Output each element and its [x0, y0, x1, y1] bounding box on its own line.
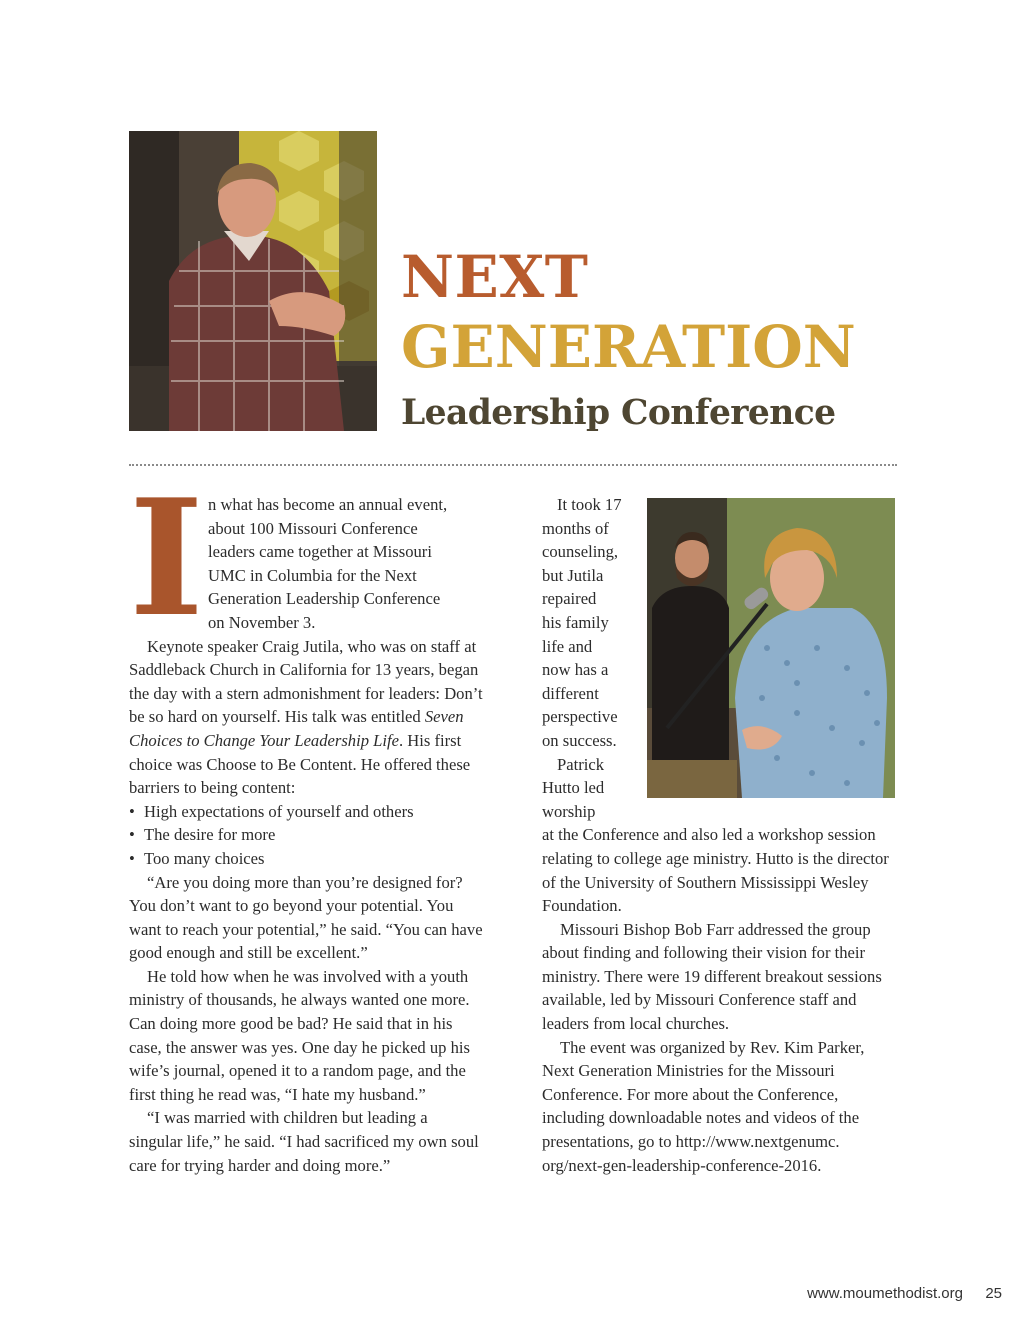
text-line: It took 17 [557, 495, 622, 514]
text-line: perspective [542, 707, 618, 727]
text-line: counseling, [542, 542, 619, 562]
text-line: months of [542, 518, 609, 538]
list-item: • The desire for more [129, 823, 485, 847]
right-column [542, 493, 898, 1177]
farr-paragraph: Missouri Bishop Bob Farr addressed the group about finding and following their vision for their ministry. There were 19 different breakout sessions available, led by Missouri Conference staff and leaders from local churches. [542, 919, 882, 1034]
text-line: repaired [542, 589, 597, 609]
intro-line: n what has become an annual event, [208, 495, 448, 514]
keynote-paragraph [129, 635, 485, 800]
wrap-paragraph [542, 493, 632, 823]
left-column [129, 464, 485, 1177]
text-line: but Jutila [542, 565, 604, 585]
intro-line: about 100 Missouri Conference [208, 518, 418, 538]
text-line: life and [542, 636, 593, 656]
text-line: now has a [542, 660, 609, 680]
barrier-list [129, 800, 485, 871]
footer-website-link[interactable]: www.moumethodist.org [807, 1285, 963, 1302]
intro-line: on November 3. [208, 612, 316, 632]
text-line: different [542, 683, 599, 703]
title-generation: GENERATION [401, 313, 856, 381]
list-item: • High expectations of yourself and others [129, 800, 485, 824]
speaker-photo [129, 131, 377, 431]
youth-ministry-paragraph: He told how when he was involved with a youth ministry of thousands, he always wanted one more. Can doing more good be bad? He said that in his case, the answer was yes. One day he picked up his wife’s journal, opened it to a random page, and the first thing he read was, “I hate my husband.” [129, 966, 470, 1104]
text-line: on success. [542, 730, 617, 750]
intro-paragraph [129, 464, 485, 652]
text-line: his family [542, 612, 609, 632]
hutto-paragraph: at the Conference and also led a workshop session relating to college age ministry. Hutto is the director of the University of Southern Mississippi Wesley Foundation. [542, 825, 889, 916]
drop-cap: I [129, 464, 204, 652]
married-paragraph: “I was married with children but leading a singular life,” he said. “I had sacrificed my own soul care for trying harder and doing more.” [129, 1108, 479, 1175]
keynote-text-end: . His first choice was Choose to Be Content. He offered these barriers to being content: [129, 730, 471, 798]
intro-line: UMC in Columbia for the Next [208, 565, 417, 585]
parker-paragraph: The event was organized by Rev. Kim Parker, Next Generation Ministries for the Missouri Conference. For more about the Conference, including downloadable notes and videos of the presentations, go to http://www.nextgenumc. org/next-gen-leadership-conference-2016. [542, 1037, 865, 1175]
text-line: worship [542, 801, 596, 821]
list-item: • Too many choices [129, 847, 485, 871]
title-subtitle: Leadership Conference [401, 393, 836, 433]
text-line: Patrick [557, 754, 605, 774]
intro-line: leaders came together at Missouri [208, 542, 432, 562]
page-number: 25 [985, 1285, 1002, 1302]
text-line: Hutto led [542, 778, 605, 798]
intro-line: Generation Leadership Conference [208, 589, 441, 609]
dotted-divider [129, 464, 897, 466]
title-next: NEXT [401, 243, 589, 311]
quote-paragraph: “Are you doing more than you’re designed for? You don’t want to go beyond your potential. You want to reach your potential,” he said. “You can have good enough and still be excellent.” [129, 872, 483, 963]
talk-title: Seven Choices to Change Your Leadership Life [129, 707, 464, 750]
keynote-text: Keynote speaker Craig Jutila, who was on staff at Saddleback Church in California for 13 years, began the day with a stern admonishment for leaders: Don’t be so hard on yourself. His talk was entitled [129, 636, 483, 727]
